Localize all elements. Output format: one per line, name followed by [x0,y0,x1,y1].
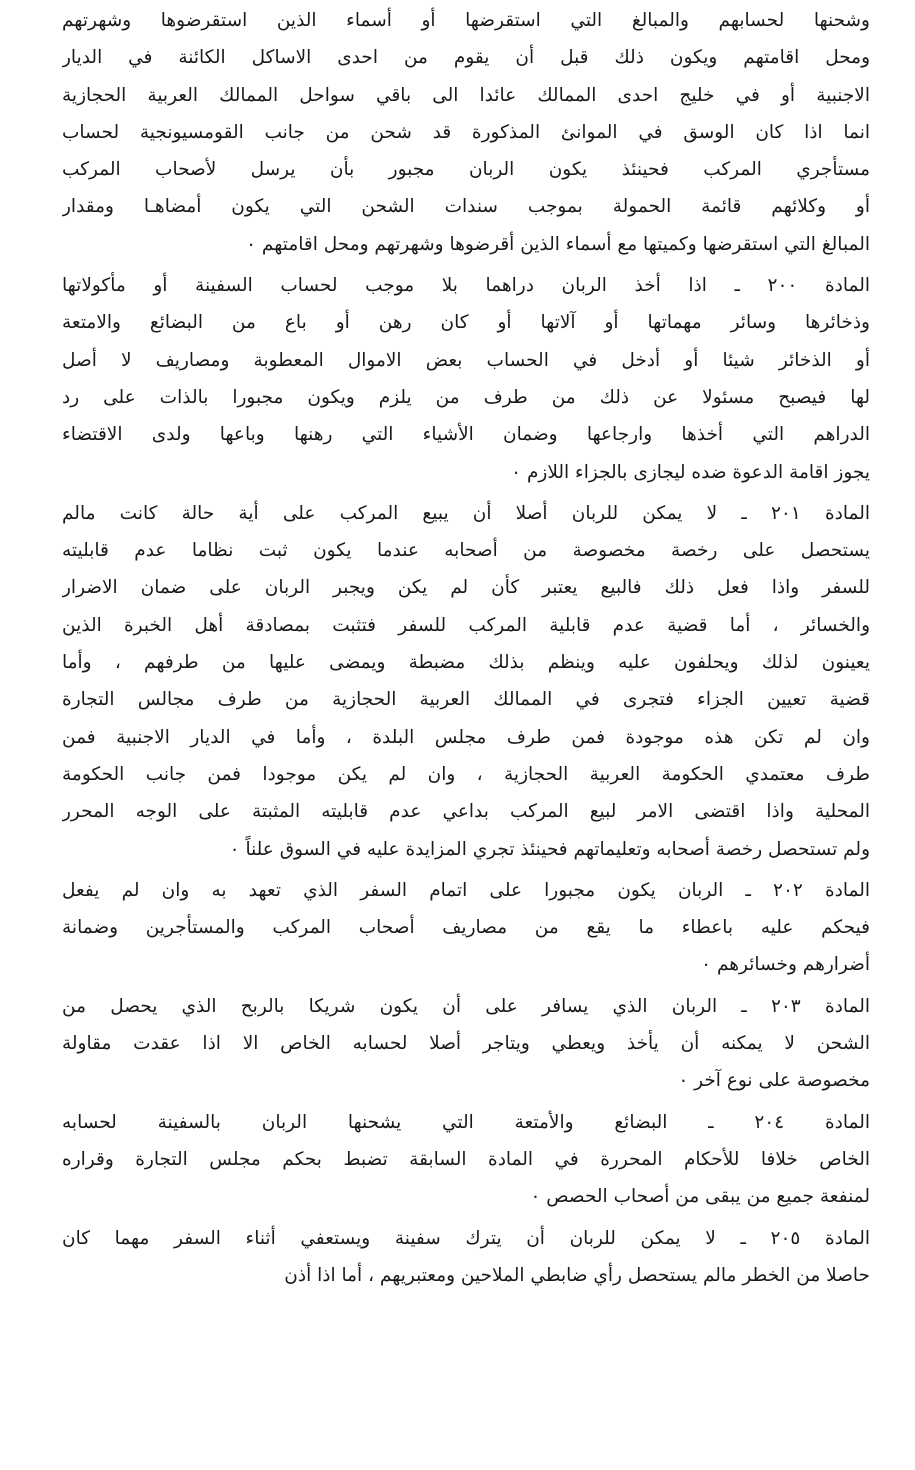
text-line: أضرارهم وخسائرهم ٠ [701,954,870,976]
text-line: وشحنها لحسابهم والمبالغ التي استقرضها أو أسماء الذين استقرضوها وشهرتهم [62,10,870,31]
article-paragraph [62,2,870,263]
text-line: فيحكم عليه باعطاء ما يقع من مصاريف أصحاب المركب والمستأجرين وضمانة [62,917,870,939]
text-line: الشحن لا يمكنه أن يأخذ ويعطي ويتاجر أصلا لحسابه الخاص الا اذا عقدت مقاولة [62,1033,870,1055]
text-line: المادة ٢٠٤ ـ البضائع والأمتعة التي يشحنها الربان بالسفينة لحسابه [62,1111,870,1133]
text-line: المادة ٢٠٠ ـ اذا أخذ الربان دراهما بلا موجب لحساب السفينة أو مأكولاتها [62,275,870,297]
text-line: يعينون لذلك ويحلفون عليه وينظم بذلك مضبطة ويمضى عليها من طرفهم ، وأما [62,652,870,674]
document-page [62,2,870,1294]
text-line: لمنفعة جميع من يبقى من أصحاب الحصص ٠ [530,1186,870,1208]
article-paragraph [62,1220,870,1295]
text-line: الاجنبية أو في خليج احدى الممالك عائدا الى باقي سواحل الممالك العربية الحجازية [62,84,870,106]
text-line: وذخائرها وسائر مهماتها أو آلاتها أو كان رهن أو باع من البضائع والامتعة [62,312,870,334]
text-line: أو وكلائهم قائمة الحمولة بموجب سندات الشحن التي يكون أمضاهـا ومقدار [62,196,870,218]
article-paragraph [62,1104,870,1216]
article-paragraph [62,872,870,984]
text-line: المادة ٢٠٣ ـ الربان الذي يسافر على أن يكون شريكا بالربح الذي يحصل من [62,995,870,1017]
text-line: الخاص خلافا للأحكام المحررة في المادة السابقة تضبط بحكم مجلس التجارة وقراره [62,1148,870,1170]
text-line: يستحصل على رخصة مخصوصة من أصحابه عندما يكون ثبت نظاما عدم قابليته [62,540,870,562]
text-line: ومحل اقامتهم ويكون ذلك قبل أن يقوم من احدى الاساكل الكائنة في الديار [62,47,870,69]
text-line: المادة ٢٠١ ـ لا يمكن للربان أصلا أن يبيع المركب على أية حالة كانت مالم [62,502,870,524]
text-line: المحلية واذا اقتضى الامر لبيع المركب بداعي عدم قابليته المثبتة على الوجه المحرر [62,801,870,823]
text-line: ولم تستحصل رخصة أصحابه وتعليماتهم فحينئذ تجري المزايدة عليه في السوق علناً ٠ [229,838,870,860]
text-line: مستأجري المركب فحينئذ يكون الربان مجبور بأن يرسل لأصحاب المركب [62,159,870,181]
text-line: المبالغ التي استقرضها وكميتها مع أسماء الذين أقرضوها وشهرتهم ومحل اقامتهم ٠ [246,233,870,255]
text-line: المادة ٢٠٢ ـ الربان يكون مجبورا على اتمام السفر الذي تعهد به وان لم يفعل [62,879,870,901]
text-line: طرف معتمدي الحكومة العربية الحجازية ، وان لم يكن موجودا فمن جانب الحكومة [62,763,870,785]
text-line: أو الذخائر شيئا أو أدخل في الحساب بعض الاموال المعطوبة ومصاريف لا أصل [62,349,870,371]
text-line: وان لم تكن هذه موجودة فمن طرف مجلس البلدة ، وأما في الديار الاجنبية فمن [62,726,870,748]
text-line: المادة ٢٠٥ ـ لا يمكن للربان أن يترك سفينة ويستعفي أثناء السفر مهما كان [62,1227,870,1249]
text-line: يجوز اقامة الدعوة ضده ليجازى بالجزاء اللازم ٠ [511,461,870,483]
article-paragraph [62,988,870,1100]
text-line: قضية تعيين الجزاء فتجرى في الممالك العربية الحجازية من طرف مجالس التجارة [62,689,870,711]
text-line: للسفر واذا فعل ذلك فالبيع يعتبر كأن لم يكن ويجبر الربان على ضمان الاضرار [62,577,870,599]
article-paragraph [62,495,870,868]
text-line: انما اذا كان الوسق في الموانئ المذكورة قد شحن من جانب القومسيونجية لحساب [62,121,870,143]
text-line: لها فيصبح مسئولا عن ذلك من طرف من يلزم ويكون مجبورا بالذات على رد [62,386,870,408]
text-line: الدراهم التي أخذها وارجاعها وضمان الأشياء التي رهنها وباعها ولدى الاقتضاء [62,424,870,446]
text-line: مخصوصة على نوع آخر ٠ [678,1070,870,1092]
text-line: والخسائر ، أما قضية عدم قابلية المركب للسفر فتثبت بمصادقة أهل الخبرة الذين [62,614,870,636]
text-line: حاصلا من الخطر مالم يستحصل رأي ضابطي الملاحين ومعتبريهم ، أما اذا أذن [284,1264,870,1286]
article-paragraph [62,267,870,491]
